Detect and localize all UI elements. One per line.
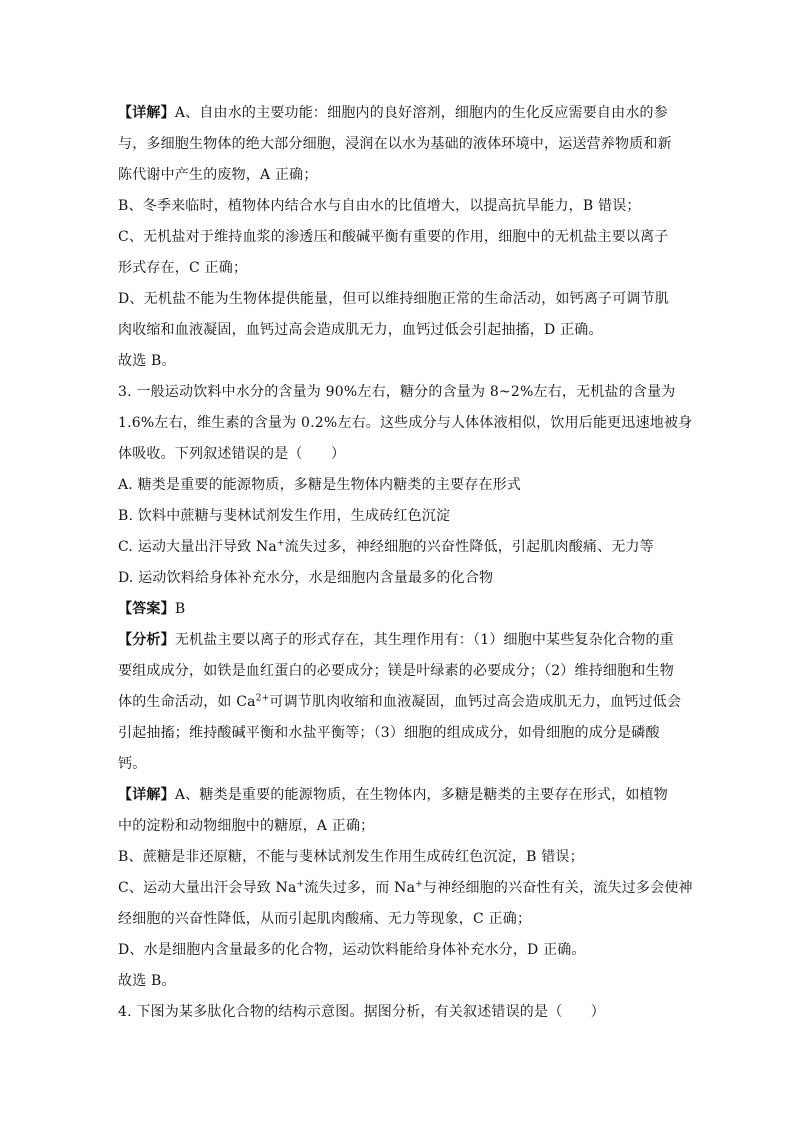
text-span: 体的生命活动，如 Ca — [118, 694, 256, 710]
text-line — [118, 687, 682, 718]
section-label: 【分析】 — [118, 632, 175, 648]
text-line — [118, 966, 678, 997]
text-line — [118, 780, 678, 811]
text-line — [118, 253, 678, 284]
text-span: D. 运动饮料给身体补充水分，水是细胞内含量最多的化合物 — [118, 570, 494, 586]
text-line — [118, 842, 678, 873]
text-line — [118, 997, 678, 1028]
text-span: 体吸收。下列叙述错误的是（ ） — [118, 446, 346, 462]
text-span: B. 饮料中蔗糖与斐林试剂发生作用，生成砖红色沉淀 — [118, 508, 451, 524]
text-line — [118, 129, 678, 160]
text-line — [118, 377, 678, 408]
text-span: A、自由水的主要功能：细胞内的良好溶剂，细胞内的生化反应需要自由水的参 — [174, 105, 668, 121]
text-line — [118, 935, 678, 966]
section-label: 【答案】 — [118, 601, 175, 617]
text-line — [118, 222, 678, 253]
text-line — [118, 408, 693, 439]
text-line — [118, 718, 678, 749]
text-line — [118, 594, 678, 625]
text-span: 4. 下图为某多肽化合物的结构示意图。据图分析，有关叙述错误的是（ ） — [118, 1004, 606, 1020]
text-span: A、糖类是重要的能源物质，在生物体内，多糖是糖类的主要存在形式，如植物 — [174, 787, 668, 803]
text-span: 故选 B。 — [118, 353, 176, 369]
text-span: 要组成成分，如铁是血红蛋白的必要成分；镁是叶绿素的必要成分；（2）维持细胞和生物 — [118, 663, 674, 679]
text-line — [118, 656, 678, 687]
text-line — [118, 563, 678, 594]
text-span: 1.6%左右，维生素的含量为 0.2%左右。这些成分与人体体液相似，饮用后能更迅速地被身 — [118, 415, 693, 431]
text-line — [118, 501, 678, 532]
text-line — [118, 315, 678, 346]
text-span: 经细胞的兴奋性降低，从而引起肌肉酸痛、无力等现象，C 正确； — [118, 911, 532, 927]
text-span: B、蔗糖是非还原糖，不能与斐林试剂发生作用生成砖红色沉淀，B 错误； — [118, 849, 584, 865]
text-line — [118, 811, 678, 842]
text-span: D、无机盐不能为生物体提供能量，但可以维持细胞正常的生命活动，如钙离子可调节肌 — [118, 291, 670, 307]
text-span: 与，多细胞生物体的绝大部分细胞，浸润在以水为基础的液体环境中，运送营养物质和新 — [118, 136, 672, 152]
text-line — [118, 625, 678, 656]
text-span: C、运动大量出汗会导致 Na — [118, 880, 297, 896]
text-span: 3. 一般运动饮料中水分的含量为 90%左右，糖分的含量为 8~2%左右，无机盐的含量为 — [118, 384, 676, 400]
text-span: 肉收缩和血液凝固，血钙过高会造成肌无力，血钙过低会引起抽搐，D 正确。 — [118, 322, 603, 338]
text-line — [118, 160, 678, 191]
text-span: C、无机盐对于维持血浆的渗透压和酸碱平衡有重要的作用，细胞中的无机盐主要以离子 — [118, 229, 669, 245]
text-span: 陈代谢中产生的废物，A 正确； — [118, 167, 318, 183]
text-span: 故选 B。 — [118, 973, 176, 989]
text-span: 流失过多，神经细胞的兴奋性降低，引起肌肉酸痛、无力等 — [284, 539, 654, 555]
text-span: 形式存在，C 正确； — [118, 260, 248, 276]
superscript-text: + — [415, 879, 423, 890]
text-span: C. 运动大量出汗导致 Na — [118, 539, 277, 555]
section-label: 【详解】 — [118, 787, 175, 803]
text-line — [118, 470, 678, 501]
document-body — [118, 98, 693, 1028]
text-line — [118, 532, 678, 563]
text-span: 流失过多，而 Na — [304, 880, 416, 896]
text-line — [118, 98, 678, 129]
text-span: 与神经细胞的兴奋性有关，流失过多会使神 — [422, 880, 693, 896]
text-line — [118, 346, 678, 377]
text-line — [118, 191, 678, 222]
superscript-text: + — [296, 879, 305, 890]
text-span: B — [174, 601, 186, 617]
text-line — [118, 749, 678, 780]
text-span: A. 糖类是重要的能源物质，多糖是生物体内糖类的主要存在形式 — [118, 477, 522, 493]
superscript-text: 2+ — [255, 693, 270, 704]
text-span: 中的淀粉和动物细胞中的糖原，A 正确； — [118, 818, 375, 834]
text-span: 无机盐主要以离子的形式存在，其生理作用有：（1）细胞中某些复杂化合物的重 — [174, 632, 674, 648]
text-line — [118, 439, 678, 470]
text-span: 钙。 — [118, 756, 147, 772]
text-line — [118, 284, 678, 315]
text-line — [118, 904, 678, 935]
text-span: B、冬季来临时，植物体内结合水与自由水的比值增大，以提高抗旱能力，B 错误； — [118, 198, 641, 214]
text-span: D、水是细胞内含量最多的化合物，运动饮料能给身体补充水分，D 正确。 — [118, 942, 586, 958]
text-line — [118, 873, 693, 904]
text-span: 可调节肌肉收缩和血液凝固，血钙过高会造成肌无力，血钙过低会 — [269, 694, 682, 710]
text-span: 引起抽搐；维持酸碱平衡和水盐平衡等；（3）细胞的组成成分，如骨细胞的成分是磷酸 — [118, 725, 660, 741]
section-label: 【详解】 — [118, 105, 175, 121]
superscript-text: + — [276, 538, 285, 549]
